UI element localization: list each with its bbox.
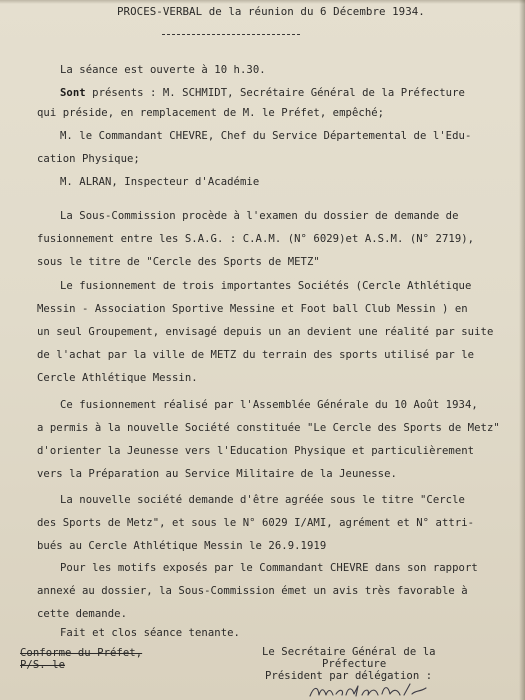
- present-label: Sont: [60, 87, 86, 99]
- present-line-1: [60, 87, 465, 100]
- paragraph-5-line-2: annexé au dossier, la Sous-Commission émet un avis très favorable à: [37, 585, 468, 597]
- paragraph-4-line-2: des Sports de Metz", et sous le N° 6029 I/AMI, agrément et N° attri-: [37, 517, 475, 529]
- present-line-5: M. ALRAN, Inspecteur d'Académie: [60, 176, 260, 188]
- paragraph-2-line-4: de l'achat par la ville de METZ du terrain des sports utilisé par le: [37, 349, 475, 361]
- paragraph-1-line-3: sous le titre de "Cercle des Sports de METZ": [37, 256, 320, 268]
- paragraph-1-line-1: La Sous-Commission procède à l'examen du dossier de demande de: [60, 210, 459, 222]
- paragraph-1-line-2: fusionnement entre les S.A.G. : C.A.M. (N° 6029)et A.S.M. (N° 2719),: [37, 233, 475, 245]
- page-shadow-right: [519, 0, 525, 700]
- paragraph-2-line-2: Messin - Association Sportive Messine et Foot ball Club Messin ) en: [37, 303, 468, 315]
- present-line-4: cation Physique;: [37, 153, 140, 165]
- paragraph-3-line-3: d'orienter la Jeunesse vers l'Education Physique et particulièrement: [37, 445, 475, 457]
- signatory-title-3: Président par délégation :: [265, 670, 433, 682]
- title-underline: [162, 34, 300, 35]
- signatory-title-1: Le Secrétaire Général de la: [262, 646, 436, 658]
- closing-line: Fait et clos séance tenante.: [60, 627, 240, 639]
- page-shadow-top: [0, 0, 525, 4]
- present-text-1: présents : M. SCHMIDT, Secrétaire Général de la Préfecture: [85, 87, 465, 99]
- paragraph-3-line-1: Ce fusionnement réalisé par l'Assemblée Générale du 10 Août 1934,: [60, 399, 478, 411]
- paragraph-3-line-2: a permis à la nouvelle Société constituée "Le Cercle des Sports de Metz": [37, 422, 500, 434]
- paragraph-2-line-3: un seul Groupement, envisagé depuis un an devient une réalité par suite: [37, 326, 494, 338]
- paragraph-2-line-5: Cercle Athlétique Messin.: [37, 372, 198, 384]
- copy-notation-1: Conforme du Préfet,: [20, 647, 143, 659]
- paragraph-5-line-1: Pour les motifs exposés par le Commandant CHEVRE dans son rapport: [60, 562, 478, 574]
- copy-notation-2: P/S. le: [20, 659, 65, 671]
- document-title: PROCES-VERBAL de la réunion du 6 Décembre 1934.: [117, 5, 425, 18]
- paragraph-2-line-1: Le fusionnement de trois importantes Sociétés (Cercle Athlétique: [60, 280, 472, 292]
- signatory-title-2: Préfecture: [322, 658, 387, 670]
- opening-line: La séance est ouverte à 10 h.30.: [60, 64, 266, 76]
- paragraph-4-line-1: La nouvelle société demande d'être agréée sous le titre "Cercle: [60, 494, 465, 506]
- present-line-2: qui préside, en remplacement de M. le Préfet, empêché;: [37, 107, 385, 119]
- handwritten-signature: [304, 680, 434, 700]
- paragraph-4-line-3: bués au Cercle Athlétique Messin le 26.9.1919: [37, 540, 327, 552]
- paragraph-3-line-4: vers la Préparation au Service Militaire de la Jeunesse.: [37, 468, 397, 480]
- paragraph-5-line-3: cette demande.: [37, 608, 127, 620]
- present-line-3: M. le Commandant CHEVRE, Chef du Service Départemental de l'Edu-: [60, 130, 472, 142]
